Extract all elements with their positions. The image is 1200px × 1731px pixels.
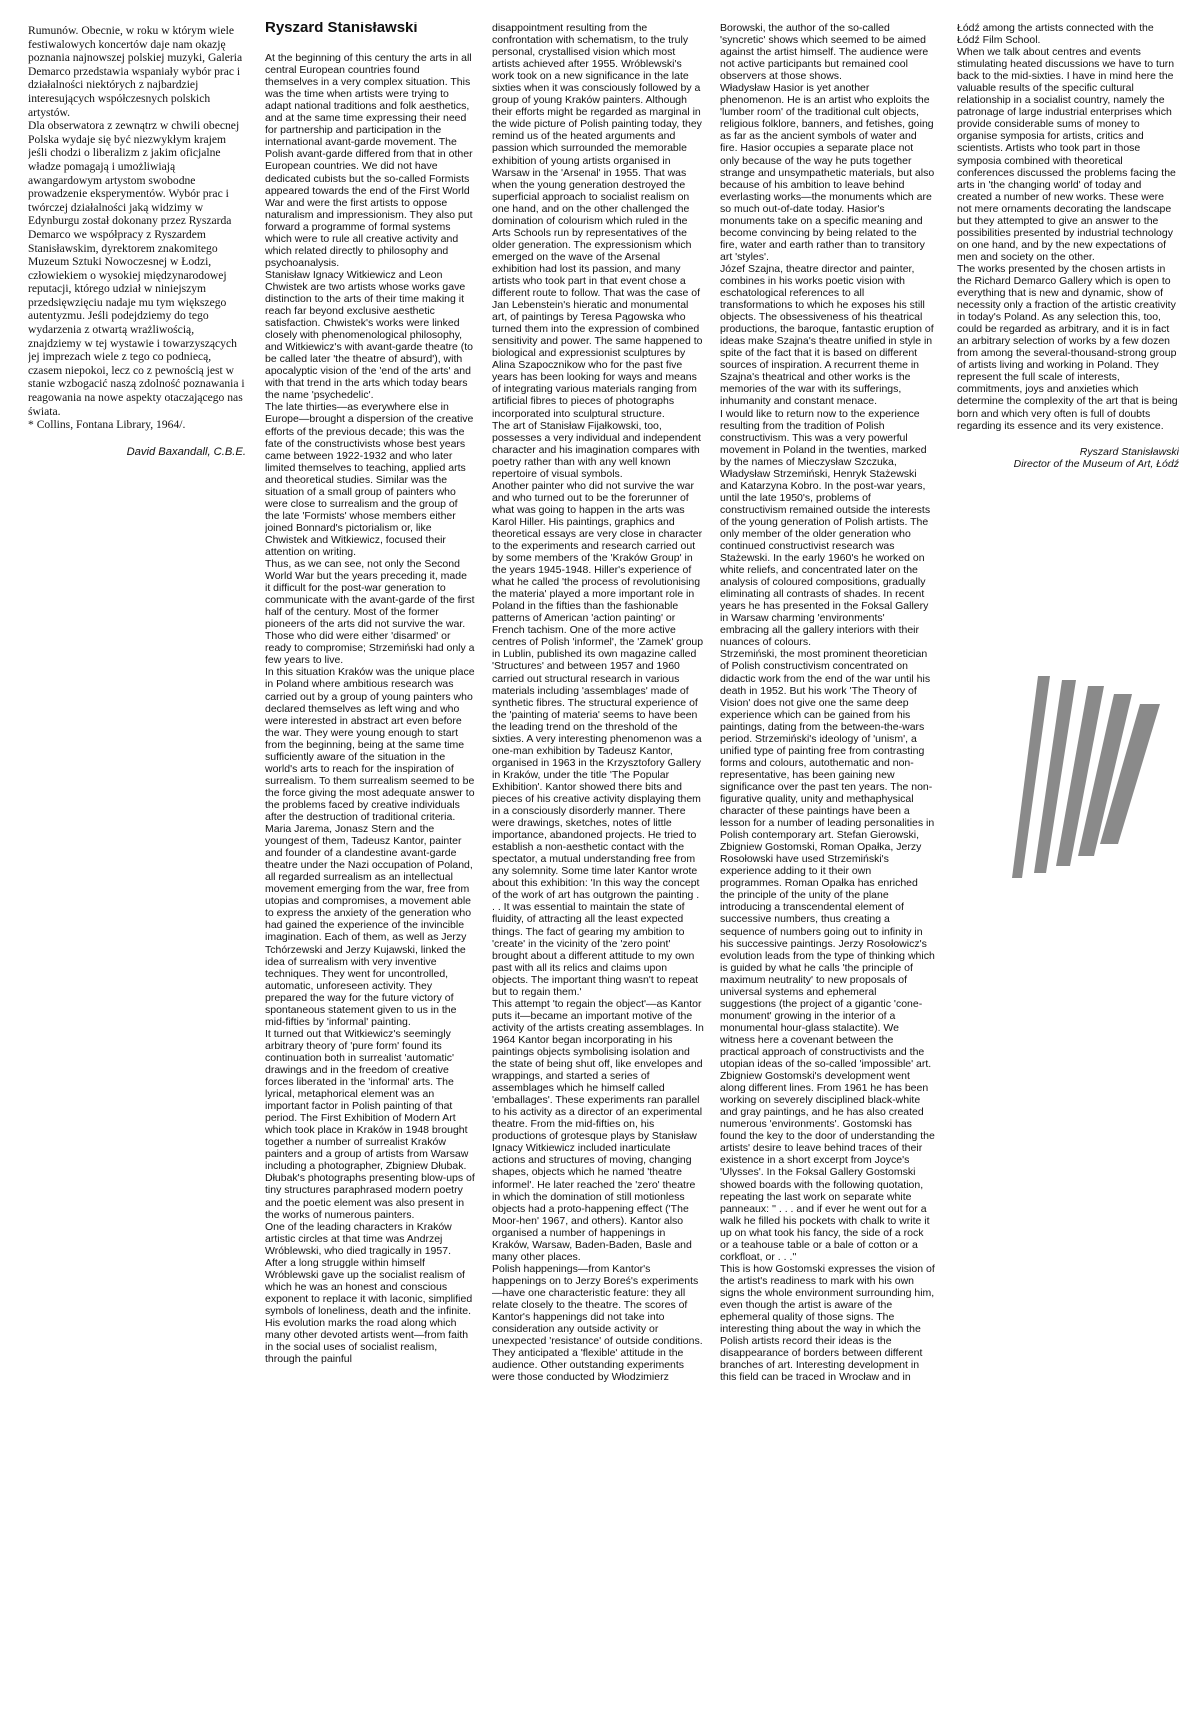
article-paragraph: The works presented by the chosen artists in the Richard Demarco Gallery which is open to everything that is new and dynamic, show of necessity only a fraction of the artistic creativity in today's Poland. As any selection this, too, could be regarded as arbitrary, and it is in fact an arbitrary selection of works by a few dozen from among the several-thousand-strong group of artists living and working in Poland. They represent the full scale of interests, commitments, joys and anxieties which determine the complexity of the art that is being born and which very often is full of doubts regarding its essence and its very existence. <box>957 262 1178 432</box>
logo-stripes <box>1012 676 1160 878</box>
article-paragraph: Polish happenings—from Kantor's happenings on to Jerzy Boreś's experiments—have one characteristic feature: they all relate closely to the theatre. The scores of Kantor's happenings did not take into consideration any outside activity or unexpected 'resistance' of outside conditions. They anticipated a 'flexible' attitude in the audience. Other outstanding experiments were those conducted by Włodzimierz <box>492 1262 703 1384</box>
polish-paragraph: Dla obserwatora z zewnątrz w chwili obecnej Polska wydaje się być niezwykłym krajem jeśli chodzi o liberalizm z jakim oficjalne władze pomagają i umożliwiają awangardowym artystom swobodne prowadzenie eksperymentów. Wybór prac i twórczej działalności jaką widzimy w Edynburgu został dokonany przez Ryszarda Demarco we współpracy z Ryszardem Stanisławskim, dyrektorem znakomitego Muzeum Sztuki Nowoczesnej w Łodzi, człowiekiem o wysokiej międzynarodowej reputacji, którego udział w niniejszym przedsięwzięciu nadaje mu tym większego autentyzmu. Jeśli podejdziemy do tego wydarzenia z otwartą wrażliwością, znajdziemy w tej wystawie i towarzyszących jej imprezach wiele z tego co podniecą, czasem niepokoi, lecz co z pewnością jest w stanie wzbogacić naszą zdolność poznawania i reagowania na nowe aspekty otaczającego nas świata. <box>28 119 245 418</box>
article-paragraph: Zbigniew Gostomski's development went along different lines. From 1961 he has been working on severely disciplined black-white and gray paintings, and he has also created numerous 'environments'. Gostomski has found the key to the door of understanding the artists' desire to leave behind traces of their existence in a short excerpt from Joyce's 'Ulysses'. In the Foksal Gallery Gostomski showed boards with the following quotation, repeating the last work on separate white panneaux: '' . . . and if ever he went out for a walk he filled his pockets with chalk to write it up on what took his fancy, the side of a rock or a teahouse table or a bale of cotton or a corkfloat, or . . .'' <box>720 1070 935 1263</box>
article-paragraph: It turned out that Witkiewicz's seemingly arbitrary theory of 'pure form' found its continuation both in surrealist 'automatic' drawings and in the freedom of creative forces liberated in the 'informal' arts. The lyrical, metaphorical element was an important factor in Polish painting of that period. The First Exhibition of Modern Art which took place in Kraków in 1948 brought together a number of surrealist Kraków painters and a group of artists from Warsaw including a photographer, Zbigniew Dłubak. Dłubak's photographs presenting blow-ups of tiny structures paraphrased modern poetry and the poetic element was also present in the works of numerous painters. <box>265 1027 475 1221</box>
article-title: Ryszard Stanisławski <box>265 22 418 36</box>
article-paragraph: Łódź among the artists connected with the Łódź Film School. <box>957 22 1154 47</box>
polish-footnote: * Collins, Fontana Library, 1964/. <box>28 418 186 432</box>
article-column-2 <box>492 22 705 1712</box>
article-paragraph: Strzemiński, the most prominent theoretician of Polish constructivism concentrated on didactic work from the end of the war until his death in 1952. But his work 'The Theory of Vision' does not give one the same deep experience which can be gained from his paintings, dating from the between-the-wars period. Strzemiński's ideology of 'unism', a unified type of painting free from contrasting forms and colours, autothematic and non-representative, has been gaining new significance over the past ten years. The non-figurative quality, unity and methaphysical character of these paintings have been a lesson for a number of leading personalities in Polish contemporary art. Stefan Gierowski, Zbigniew Gostomski, Roman Opałka, Jerzy Rosołowski have used Strzemiński's experience adding to it their own programmes. Roman Opałka has enriched the principle of the unity of the plane introducing a transcendental element of successive numbers, thus creating a sequence of numbers going out to infinity in his successive paintings. Jerzy Rosołowicz's evolution leads from the type of thinking which is guided by what he calls 'the principle of maximum neutrality' to new proposals of universal systems and ephemeral suggestions (the project of a gigantic 'cone-monument' growing in the interior of a monumental hour-glass stalactite). We witness here a covenant between the practical approach of constructivists and the utopian ideas of the so-called 'impossible' art. <box>720 648 935 1071</box>
author-title: Director of the Museum of Art, Łódź <box>1013 457 1179 470</box>
article-column-4 <box>957 22 1179 582</box>
article-paragraph: The late thirties—as everywhere else in Europe—brought a dispersion of the creative efforts of the previous decade; this was the fate of the constructivists whose best years came between 1922-1932 and who later limited themselves to teaching, applied arts and theoretical studies. Similar was the situation of a small group of painters who were close to surrealism and the group of the late 'Formists' whose members either joined Bonnard's pictorialism or, like Chwistek and Witkiewicz, focused their attention on writing. <box>265 401 474 558</box>
article-paragraph: This is how Gostomski expresses the vision of the artist's readiness to mark with his own signs the whole environment surrounding him, even though the artist is aware of the ephemeral quality of those signs. The interesting thing about the way in which the Polish artists record their ideas is the disappearance of borders between different branches of art. Interesting development in this field can be traced in Wrocław and in <box>720 1262 935 1384</box>
article-paragraph: Another painter who did not survive the war and who turned out to be the forerunner of what was going to happen in the arts was Karol Hiller. His paintings, graphics and theoretical essays are very close in character to the experiments and research carried out by some members of the 'Kraków Group' in the years 1945-1948. Hiller's experience of what he called 'the process of revolutionising the materia' played a more important role in Poland in the fifties than the fashionable patterns of American 'action painting' or French tachism. One of the more active centres of Polish 'informel', the 'Zamek' group in Lublin, published its own magazine called 'Structures' and between 1957 and 1960 carried out structural research in various materials including 'assemblages' made of synthetic fibres. The structural experience of the 'painting of materia' seems to have been the leading trend on the threshold of the sixties. A very interesting phenomenon was a one-man exhibition by Tadeusz Kantor, organised in 1963 in the Krzysztofory Gallery in Kraków, under the title 'The Popular Exhibition'. Kantor showed there bits and pieces of his creative activity displaying them in a consciously disorderly manner. There were drawings, sketches, notes of little importance, abandoned projects. He tried to establish a non-aesthetic contact with the spectator, a mutual understanding free from any solemnity. Some time later Kantor wrote about this exhibition: 'In this way the concept of the work of art has outgrown the painting . . . It was essential to maintain the state of fluidity, of attracting all the least expected things. The fact of gearing my ambition to 'create' in the vicinity of the 'zero point' brought about a different attitude to my own past with all its relics and claims upon objects. The important thing wasn't to repeat but to regain them.' <box>492 479 704 998</box>
article-paragraph: I would like to return now to the experience resulting from the tradition of Polish constructivism. This was a very powerful movement in Poland in the twenties, marked by the names of Mieczysław Szczuka, Władysław Strzemiński, Henryk Stażewski and Katarzyna Kobro. In the post-war years, until the late 1950's, problems of constructivism remained outside the interests of the young generation of Polish artists. The only member of the older generation who continued constructivist research was Stażewski. In the early 1960's he worked on white reliefs, and concentrated later on the analysis of coloured compositions, gradually eliminating all contrasts of shades. In recent years he has presented in the Foksal Gallery in Warsaw charming 'environments' embracing all the gallery interiors with their nuances of colours. <box>720 407 931 649</box>
article-paragraph: At the beginning of this century the arts in all central European countries found themselves in a very complex situation. This was the time when artists were trying to adapt national traditions and folk aesthetics, and at the same time expressing their need for partnership and participation in the international avant-garde movement. The Polish avant-garde differed from that in other European countries. We did not have dedicated cubists but the so-called Formists appeared towards the end of the First World War and were the first artists to oppose naturalism and impressionism. They also put forward a programme of formal systems which were to rule all creative activity and which related directly to philosophy and psychoanalysis. <box>265 52 473 269</box>
article-paragraph: When we talk about centres and events stimulating heated discussions we have to turn back to the mid-sixties. I have in mind here the valuable results of the specific cultural relationship in a socialist country, namely the patronage of large industrial enterprises which provide considerable sums of money to organise symposia for artists, critics and scientists. Artists who took part in those symposia combined with theoretical conferences discussed the problems facing the arts in 'the changing world' of today and created a number of new works. These were not mere ornaments decorating the landscape but they attempted to give an answer to the possibilities presented by industrial technology on one hand, and by the new expectations of men and society on the other. <box>957 46 1176 263</box>
article-column-3 <box>720 22 935 1712</box>
article-paragraph: Józef Szajna, theatre director and painter, combines in his works poetic vision with eschatological references to all transformations to which he exposes his still objects. The obsessiveness of his theatrical productions, the baroque, fantastic eruption of ideas make Szajna's theatre unified in style in spite of the fact that it is based on different sources of inspiration. A recurrent theme in Szajna's theatrical and other works is the memories of the war with its sufferings, inhumanity and constant menace. <box>720 262 934 408</box>
article-paragraph: disappointment resulting from the confrontation with schematism, to the truly personal, crystallised vision which most artists achieved after 1955. Wróblewski's work took on a new significance in the late sixties when it was consciously followed by a group of young Kraków painters. Although their efforts might be regarded as marginal in the wide picture of Polish painting today, they remind us of the heated arguments and passion which surrounded the memorable exhibition of young artists organised in Warsaw in the 'Arsenal' in 1955. That was when the young generation destroyed the superficial approach to socialist realism on one hand, and on the other challenged the domination of colourism which ruled in the Arts Schools run by representatives of the older generation. The expressionism which emerged on the wave of the Arsenal exhibition had lost its passion, and many artists who took part in that event chose a different route to follow. That was the case of Jan Lebenstein's hieratic and monumental art, of paintings by Teresa Pągowska who turned them into the expression of combined sensitivity and power. The same happened to biological and expressionist sculptures by Alina Szapocznikow who for the past five years has been looking for ways and means of integrating various materials ranging from artificial fibres to pieces of photographs incorporated into sculptural structure. <box>492 22 703 420</box>
article-paragraph: One of the leading characters in Kraków artistic circles at that time was Andrzej Wróblewski, who died tragically in 1957. After a long struggle within himself Wróblewski gave up the socialist realism of which he was an honest and conscious exponent to replace it with laconic, simplified symbols of loneliness, death and the infinite. His evolution marks the road along which many other devoted artists went—from faith in the social uses of socialist realism, through the painful <box>265 1220 473 1366</box>
author-signature: Ryszard Stanisławski <box>1079 445 1179 458</box>
polish-signature: David Baxandall, C.B.E. <box>126 445 246 458</box>
article-paragraph: Borowski, the author of the so-called 'syncretic' shows which seemed to be aimed against the artist himself. The audience were not active participants but remained cool observers at those shows. <box>720 22 929 83</box>
article-paragraph: Thus, as we can see, not only the Second World War but the years preceding it, made it difficult for the post-war generation to communicate with the avant-garde of the first half of the century. Most of the former pioneers of the arts did not survive the war. Those who did were either 'disarmed' or ready to compromise; Strzemiński had only a few years to live. <box>265 558 475 667</box>
article-paragraph: In this situation Kraków was the unique place in Poland where ambitious research was carried out by a group of young painters who declared themselves as left wing and who were interested in abstract art even before the war. They were young enough to start from the beginning, being at the same time sufficiently aware of the situation in the world's arts to reach for the inspiration of surrealism. To them surrealism seemed to be the force giving the most adequate answer to the problems faced by creative individuals after the destruction of traditional criteria. Maria Jarema, Jonasz Stern and the youngest of them, Tadeusz Kantor, painter and founder of a clandestine avant-garde theatre under the Nazi occupation of Poland, all regarded surrealism as an intellectual movement emerging from the war, free from utopias and compromises, a movement able to express the anxiety of the generation who had gained the experience of the invincible imagination. Each of them, as well as Jerzy Tchórzewski and Jerzy Kujawski, linked the idea of surrealism with very inventive techniques. They went for uncontrolled, automatic, unforeseen activity. They prepared the way for the future victory of spontaneous statement given to us in the mid-fifties by 'informal' painting. <box>265 666 475 1028</box>
article-column-1 <box>265 22 475 1712</box>
article-paragraph: The art of Stanisław Fijałkowski, too, possesses a very individual and independent character and his imagination compares with poetry rather than with any well known repertoire of visual symbols. <box>492 419 701 480</box>
slanted-stripes-logo-icon <box>1010 668 1165 888</box>
article-paragraph: Stanisław Ignacy Witkiewicz and Leon Chwistek are two artists whose works gave distinction to the arts of their time making it reach far beyond exclusive aesthetic satisfaction. Chwistek's works were linked closely with phenomenological philosophy, and Witkiewicz's with avant-garde theatre (to be called later 'the theatre of absurd'), with apocalyptic vision of the 'end of the arts' and with that trend in the arts which today bears the name 'psychedelic'. <box>265 268 474 402</box>
polish-paragraph: Rumunów. Obecnie, w roku w którym wiele festiwalowych koncertów daje nam okazję poznania najnowszej polskiej muzyki, Galeria Demarco przedstawia wspaniały wybór prac i działalności niektórych z najbardziej interesujących współczesnych polskich artystów. <box>28 24 243 119</box>
article-paragraph: Władysław Hasior is yet another phenomenon. He is an artist who exploits the 'lumber room' of the traditional cult objects, religious folklore, banners, and fetishes, going as far as the ancient symbols of water and fire. Hasior occupies a separate place not only because of the way he puts together strange and unsympathetic materials, but also because of his ambition to leave behind everlasting works—the monuments which are so much out-of-date today. Hasior's monuments take on a specific meaning and become convincing by being related to the fire, water and earth rather than to transitory art 'styles'. <box>720 82 935 263</box>
article-paragraph: This attempt 'to regain the object'—as Kantor puts it—became an important motive of the activity of the artists creating assemblages. In 1964 Kantor began incorporating in his paintings objects symbolising isolation and the state of being shut off, like envelopes and wrappings, and started a series of assemblages which he himself called 'emballages'. These experiments ran parallel to his activity as a director of an experimental theatre. From the mid-fifties on, his productions of grotesque plays by Stanisław Ignacy Witkiewicz included inarticulate actions and structures of moving, changing shapes, objects which he named 'theatre informel'. He later reached the 'zero' theatre in which the domination of still motionless objects had a proto-happening effect ('The Moor-hen' 1967, and others). Kantor also organised a number of happenings in Kraków, Warsaw, Baden-Baden, Basle and many other places. <box>492 997 704 1263</box>
polish-text-column <box>28 24 246 564</box>
